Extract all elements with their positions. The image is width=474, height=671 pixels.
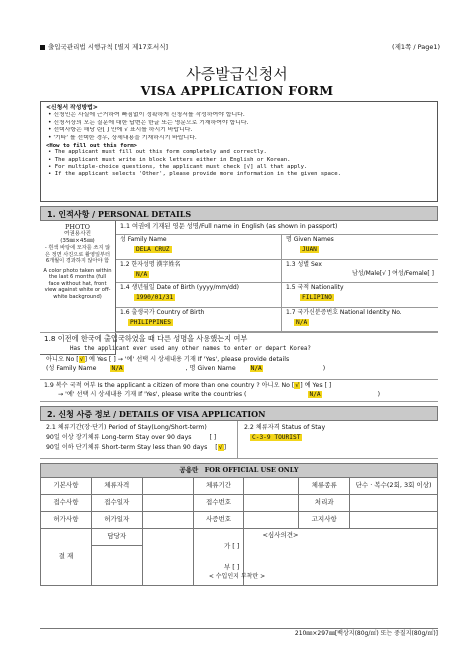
short-term-check[interactable]: √ xyxy=(218,444,223,452)
country-of-birth-field[interactable] xyxy=(116,308,282,331)
national-id-label: 1.7 국가신분증번호 National Identity No. xyxy=(286,309,402,316)
instruction-line: • 신청인은 사실에 근거하여 빠짐없이 정확하게 신청서를 작성하여야 합니다. xyxy=(48,111,245,118)
instruction-line: • The applicant must write in block letters either in English or Korean. xyxy=(48,156,291,163)
multiple-citizenship-options[interactable]: 1.9 복수 국적 여부 Is the applicant a citizen of more than one country ? 아니오 No [√] 예 Yes [ ] xyxy=(44,382,332,389)
official-cell[interactable] xyxy=(244,478,299,495)
official-cell[interactable]: 단수 · 복수(2회, 3회 이상) xyxy=(350,478,438,495)
country-of-birth-label: 1.6 출생국가 Country of Birth xyxy=(120,309,205,316)
instruction-line: • 선택사항은 해당 란[ ] 안에 √ 표시를 하시기 바랍니다. xyxy=(48,127,193,134)
official-cell: 허가사항 xyxy=(41,512,92,529)
official-cell: 체류종류 xyxy=(299,478,350,495)
official-cell: 접수번호 xyxy=(193,495,244,512)
national-id-field[interactable] xyxy=(282,308,438,331)
family-name-field[interactable] xyxy=(116,235,282,259)
dob-field[interactable] xyxy=(116,283,282,307)
instructions-heading-ko: <신청서 작성방법> xyxy=(46,105,98,111)
citizenship-countries-value: N/A xyxy=(309,391,321,399)
approval-label: 결 재 xyxy=(41,529,92,586)
other-given-name-value: N/A xyxy=(250,365,262,373)
nationality-field[interactable] xyxy=(282,283,438,307)
family-name-label: 성 Family Name xyxy=(120,236,167,243)
chinese-name-label: 1.2 한자성명 漢字姓名 xyxy=(120,261,181,268)
official-cell[interactable] xyxy=(244,495,299,512)
period-of-stay-label: 2.1 체류기간(장·단기) Period of Stay(Long/Short-term) xyxy=(46,424,207,431)
birth-country-id-row xyxy=(116,308,438,332)
instructions-box xyxy=(40,101,438,202)
official-use-table xyxy=(40,463,438,586)
given-names-value: JUAN xyxy=(302,245,317,253)
instruction-line: • '기타' 를 선택한 경우, 상세내용을 기재하시기 바랍니다. xyxy=(48,135,197,142)
table-row xyxy=(41,495,438,512)
official-cell[interactable] xyxy=(350,495,438,512)
official-cell: 기본사항 xyxy=(41,478,92,495)
national-id-value: N/A xyxy=(296,318,308,326)
approve-option[interactable]: 가 [ ] xyxy=(223,541,240,550)
given-names-field[interactable] xyxy=(282,235,438,259)
chinese-name-sex-row xyxy=(116,260,438,283)
photo-label: PHOTO xyxy=(64,223,91,231)
full-name-header-row xyxy=(116,221,438,235)
nationality-value: FILIPINO xyxy=(302,293,332,301)
dob-nationality-row xyxy=(116,283,438,308)
status-of-stay-label: 2.2 체류자격 Status of Stay xyxy=(244,424,326,431)
family-name-value: DELA CRUZ xyxy=(136,245,170,253)
multiple-citizenship-details[interactable]: → '예' 선택 시 상세내용 기재 If 'Yes', please write the countries ( N/A ) xyxy=(58,391,381,399)
stamp-area-label: < 수입인지 부착란 > xyxy=(208,573,266,580)
other-names-details[interactable]: (성 Family Name N/A , 명 Given Name N/A ) xyxy=(46,365,326,373)
visa-details-row xyxy=(40,421,438,459)
official-cell: 허가일자 xyxy=(91,512,142,529)
official-cell: 사증번호 xyxy=(193,512,244,529)
nationality-label: 1.5 국적 Nationality xyxy=(286,284,344,291)
official-cell[interactable] xyxy=(142,478,193,495)
status-of-stay-value: C-3-9 TOURIST xyxy=(252,434,301,442)
long-term-option[interactable]: 90일 이상 장기체류 Long-term Stay over 90 days [ ] xyxy=(46,434,217,442)
square-bullet-icon xyxy=(40,45,45,50)
period-of-stay-field[interactable] xyxy=(40,421,238,459)
multiple-citizenship-no-check[interactable]: √ xyxy=(295,382,300,389)
dob-label: 1.4 생년월일 Date of Birth (yyyy/mm/dd) xyxy=(120,284,240,291)
reject-option[interactable]: 부 [ ] xyxy=(223,563,240,571)
official-cell[interactable] xyxy=(350,512,438,529)
section-personal-details-header: 1. 인적사항 / PERSONAL DETAILS xyxy=(40,206,438,221)
instruction-line: • 신청서상의 모든 질문에 대한 답변은 한글 또는 영문으로 기재하여야 합니다. xyxy=(48,119,249,126)
official-cell[interactable] xyxy=(142,512,193,529)
official-cell[interactable] xyxy=(142,495,193,512)
instruction-line: • If the applicant selects 'Other', please provide more information in the given space. xyxy=(48,171,342,178)
page-title-korean: 사증발급신청서 xyxy=(186,65,288,83)
paper-spec-footer: 210㎜×297㎜[백상지(80g/㎡) 또는 중질지(80g/㎡)] xyxy=(294,630,438,637)
official-cell: 체류자격 xyxy=(91,478,142,495)
sex-label: 1.3 성별 Sex xyxy=(286,261,322,268)
form-reference: 출입국관리법 시행규칙 [별지 제17호서식] xyxy=(40,44,168,51)
page-title-english: VISA APPLICATION FORM xyxy=(140,83,334,98)
section-visa-details-header: 2. 신청 사증 정보 / DETAILS OF VISA APPLICATION xyxy=(40,406,438,421)
official-cell[interactable] xyxy=(244,512,299,529)
photo-label-ko: 여권용사진 xyxy=(63,231,92,238)
officer-label: 담당자 xyxy=(91,529,142,546)
official-cell: 처리과 xyxy=(299,495,350,512)
official-cell xyxy=(142,546,193,563)
photo-size: (35㎜×45㎜) xyxy=(60,237,95,244)
other-names-no-check[interactable]: √ xyxy=(79,355,84,363)
instruction-line: • For multiple-choice questions, the applicant must check [√] all that apply. xyxy=(48,164,308,171)
country-of-birth-value: PHILIPPINES xyxy=(130,318,171,326)
other-names-options[interactable]: 아니오 No [√] 예 Yes [ ] → '예' 선택 시 상세내용 기재 If 'Yes', please provide details xyxy=(46,355,290,363)
dob-value: 1990/01/31 xyxy=(136,293,174,301)
status-of-stay-field[interactable] xyxy=(238,421,438,459)
instruction-line: • The applicant must fill out this form completely and correctly. xyxy=(48,149,267,156)
name-row xyxy=(116,235,438,260)
full-name-header: 1.1 여권에 기재된 영문 성명/Full name in English (as shown in passport) xyxy=(120,223,338,230)
table-row xyxy=(41,478,438,495)
instructions-heading-en: <How to fill out this form> xyxy=(46,142,137,149)
official-cell: 고지사항 xyxy=(299,512,350,529)
official-use-header: 공용란 FOR OFFICIAL USE ONLY xyxy=(41,464,438,478)
review-opinion-label: <심사의견> xyxy=(262,531,299,539)
short-term-option[interactable]: 90일 이하 단기체류 Short-term Stay less than 90 days [√] xyxy=(46,444,227,452)
other-names-question-en: Has the applicant ever used any other names to enter or depart Korea? xyxy=(70,346,311,353)
given-names-label: 명 Given Names xyxy=(286,236,334,243)
page-number: (제1쪽 / Page1) xyxy=(392,43,440,51)
sex-options[interactable]: 남성/Male[√ ] 여성/Female[ ] xyxy=(351,269,434,277)
other-names-question-ko: 1.8 이전에 한국에 출입국하였을 때 다른 성명을 사용했는지 여부 xyxy=(44,334,248,343)
official-cell: 접수일자 xyxy=(91,495,142,512)
form-header xyxy=(40,44,440,51)
table-row xyxy=(41,512,438,529)
other-family-name-value: N/A xyxy=(111,365,123,373)
sex-field[interactable] xyxy=(282,260,438,282)
official-cell: 접수사항 xyxy=(41,495,92,512)
other-names-question xyxy=(40,332,438,380)
official-cell: 체류기간 xyxy=(193,478,244,495)
photo-note-en: A color photo taken within the last 6 months (full face without hat, front view against white or off-white background) xyxy=(43,267,112,300)
chinese-name-field[interactable] xyxy=(116,260,282,282)
chinese-name-value: N/A xyxy=(136,270,148,278)
multiple-citizenship-question xyxy=(40,380,438,402)
photo-note-ko: - 흰색 바탕에 모자를 쓰지 않은 정면 사진으로 촬영일부터 6개월이 경과하지 않아야 함 xyxy=(44,245,111,265)
official-cell xyxy=(142,529,193,546)
